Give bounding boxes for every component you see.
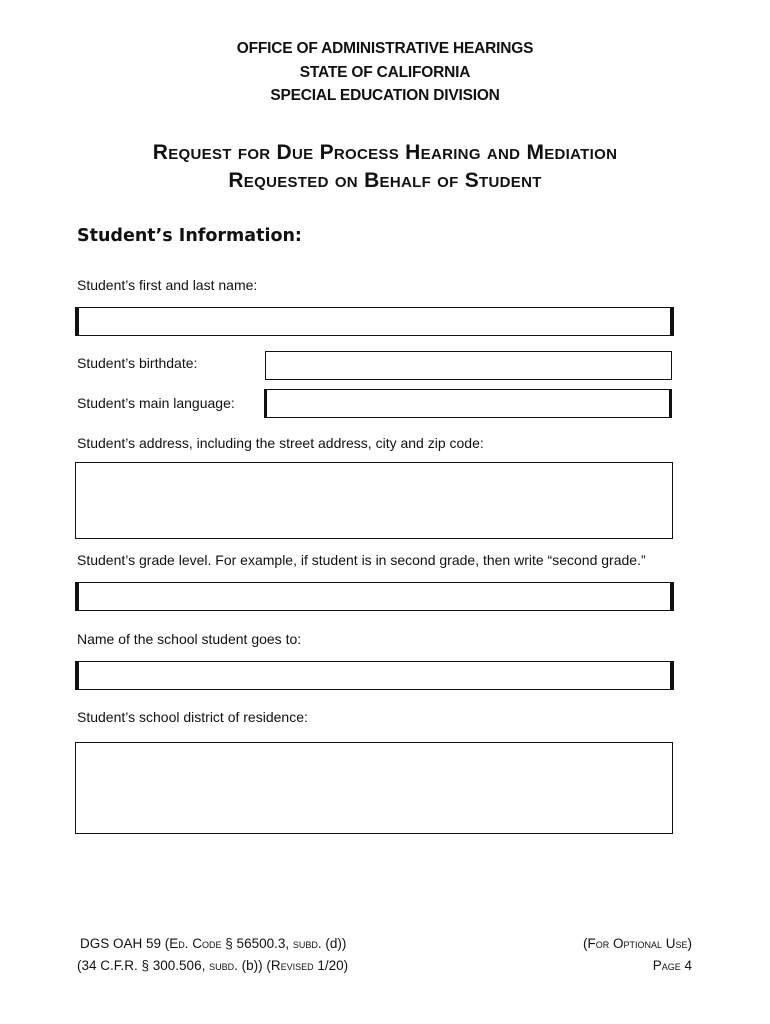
main-language-label: Student’s main language:	[77, 395, 235, 411]
agency-division: SPECIAL EDUCATION DIVISION	[270, 87, 500, 104]
student-name-label: Student’s first and last name:	[77, 277, 258, 293]
form-title-line-2: Requested on Behalf of Student	[228, 169, 542, 192]
school-name-label: Name of the school student goes to:	[77, 631, 302, 647]
school-district-label: Student’s school district of residence:	[77, 709, 308, 725]
grade-level-field[interactable]	[75, 582, 674, 611]
agency-name: OFFICE OF ADMINISTRATIVE HEARINGS	[236, 40, 534, 57]
birthdate-label: Student’s birthdate:	[77, 355, 198, 371]
section-heading: Student’s Information:	[77, 226, 302, 246]
birthdate-field[interactable]	[265, 351, 672, 380]
footer-page-number: Page 4	[652, 958, 692, 973]
school-name-field[interactable]	[75, 661, 674, 690]
address-field[interactable]	[75, 462, 673, 539]
footer-citation: (34 C.F.R. § 300.506, subd. (b)) (Revised 1/20)	[77, 958, 349, 973]
main-language-field[interactable]	[264, 389, 672, 418]
footer-form-id: DGS OAH 59 (Ed. Code § 56500.3, subd. (d))	[80, 936, 347, 951]
address-label: Student’s address, including the street address, city and zip code:	[77, 435, 484, 451]
school-district-field[interactable]	[75, 742, 673, 834]
footer-optional-use: (For Optional Use)	[582, 936, 692, 951]
form-title-line-1: Request for Due Process Hearing and Mediation	[152, 141, 618, 164]
grade-level-label: Student’s grade level. For example, if student is in second grade, then write “second grade.”	[77, 552, 646, 568]
agency-state: STATE OF CALIFORNIA	[299, 64, 471, 81]
student-name-field[interactable]	[75, 307, 674, 336]
